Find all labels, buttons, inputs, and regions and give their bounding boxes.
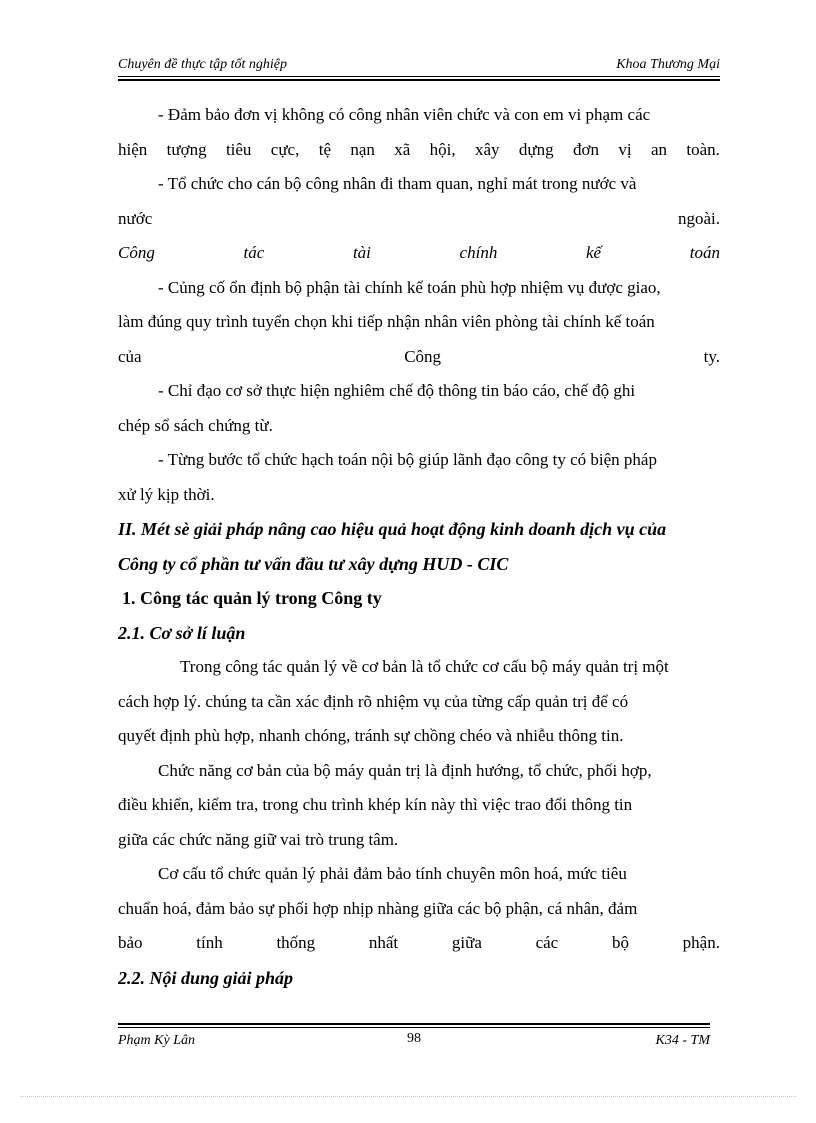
page-edge-divider	[20, 1096, 796, 1097]
word: của	[118, 346, 142, 366]
word: vị	[618, 139, 632, 159]
paragraph-line: - Chỉ đạo cơ sở thực hiện nghiêm chế độ thông tin báo cáo, chế độ ghi	[158, 381, 636, 400]
document-body	[118, 98, 720, 995]
word: toán	[689, 243, 720, 262]
word: nhất	[368, 933, 399, 952]
subheading-finance	[118, 236, 720, 271]
word: hiện	[118, 139, 148, 159]
word: các	[535, 933, 559, 952]
paragraph-line: quyết định phù hợp, nhanh chóng, tránh sự chồng chéo và nhiễu thông tin.	[118, 726, 624, 745]
paragraph-line: điều khiển, kiểm tra, trong chu trình khép kín này thì việc trao đổi thông tin	[118, 795, 633, 814]
subsection-title: 1. Công tác quản lý trong Công ty	[122, 588, 382, 608]
page-number: 98	[407, 1031, 421, 1046]
word: ty.	[703, 346, 720, 366]
header-right-title: Khoa Thương Mại	[616, 57, 720, 72]
word: xây	[475, 139, 500, 159]
footer-rule	[118, 1027, 710, 1028]
word: tác	[243, 243, 265, 262]
paragraph-line: giữa các chức năng giữ vai trò trung tâm.	[118, 829, 399, 849]
page-header	[118, 56, 720, 74]
word: nước	[118, 208, 153, 228]
word: giữa	[451, 933, 482, 952]
word: dựng	[518, 139, 554, 159]
paragraph-line: xử lý kịp thời.	[118, 484, 215, 504]
footer-author: Phạm Kỳ Lân	[118, 1033, 195, 1048]
section-title: II. Mét sè giải pháp nâng cao hiệu quả hoạt động kinh doanh dịch vụ của	[118, 519, 667, 539]
word: tính	[196, 933, 223, 952]
word: Công	[404, 346, 442, 366]
word: xã	[394, 139, 411, 159]
header-rule-double	[118, 79, 720, 81]
paragraph-line: - Củng cố ổn định bộ phận tài chính kế toán phù hợp nhiệm vụ được giao,	[158, 277, 661, 297]
word: bảo	[118, 933, 143, 952]
paragraph-line: - Đảm bảo đơn vị không có công nhân viên chức và con em vi phạm các	[158, 105, 651, 124]
footer-rule-double	[118, 1023, 710, 1025]
footer-class: K34 - TM	[655, 1033, 710, 1048]
word: hội,	[429, 139, 456, 159]
word: nạn	[350, 139, 375, 159]
paragraph-line: - Từng bước tổ chức hạch toán nội bộ giúp lãnh đạo công ty có biện pháp	[158, 450, 657, 469]
word: tệ	[318, 139, 331, 159]
paragraph-line: Chức năng cơ bản của bộ máy quản trị là định hướng, tổ chức, phối hợp,	[158, 760, 652, 780]
justified-line	[118, 926, 720, 961]
word: cực,	[270, 139, 300, 159]
word: bộ	[611, 933, 629, 952]
paragraph-line: chuẩn hoá, đảm bảo sự phối hợp nhịp nhàng giữa các bộ phận, cá nhân, đảm	[118, 898, 638, 918]
word: đơn	[573, 139, 599, 159]
word: chính	[459, 243, 498, 262]
paragraph-line: Cơ cấu tổ chức quản lý phải đảm bảo tính chuyên môn hoá, mức tiêu	[158, 864, 627, 883]
section-title: Công ty cổ phần tư vấn đầu tư xây dựng HUD - CIC	[118, 553, 509, 574]
word: tiêu	[225, 139, 252, 159]
paragraph-line: cách hợp lý. chúng ta cần xác định rõ nhiệm vụ của từng cấp quản trị để có	[118, 691, 629, 711]
word: Công	[118, 243, 155, 262]
subsection-title: 2.1. Cơ sở lí luận	[118, 622, 246, 643]
paragraph-line: chép sổ sách chứng từ.	[118, 415, 273, 435]
justified-line	[118, 202, 720, 237]
paragraph-line: làm đúng quy trình tuyển chọn khi tiếp nhận nhân viên phòng tài chính kế toán	[118, 312, 655, 331]
justified-line	[118, 340, 720, 375]
subsection-title: 2.2. Nội dung giải pháp	[118, 967, 294, 988]
page-footer	[118, 1030, 710, 1050]
word: phận.	[682, 933, 720, 952]
paragraph-line: Trong công tác quản lý về cơ bản là tổ chức cơ cấu bộ máy quản trị một	[180, 657, 669, 676]
header-left-title: Chuyên đề thực tập tốt nghiệp	[118, 57, 287, 72]
word: an	[650, 139, 667, 159]
word: tượng	[166, 139, 207, 159]
paragraph-line: - Tổ chức cho cán bộ công nhân đi tham quan, nghỉ mát trong nước và	[158, 174, 637, 193]
justified-line	[118, 133, 720, 168]
word: kế	[585, 243, 602, 262]
word: tài	[352, 243, 371, 262]
word: toàn.	[686, 139, 720, 159]
header-rule	[118, 76, 720, 77]
word: thống	[276, 933, 316, 952]
word: ngoài.	[677, 208, 720, 228]
